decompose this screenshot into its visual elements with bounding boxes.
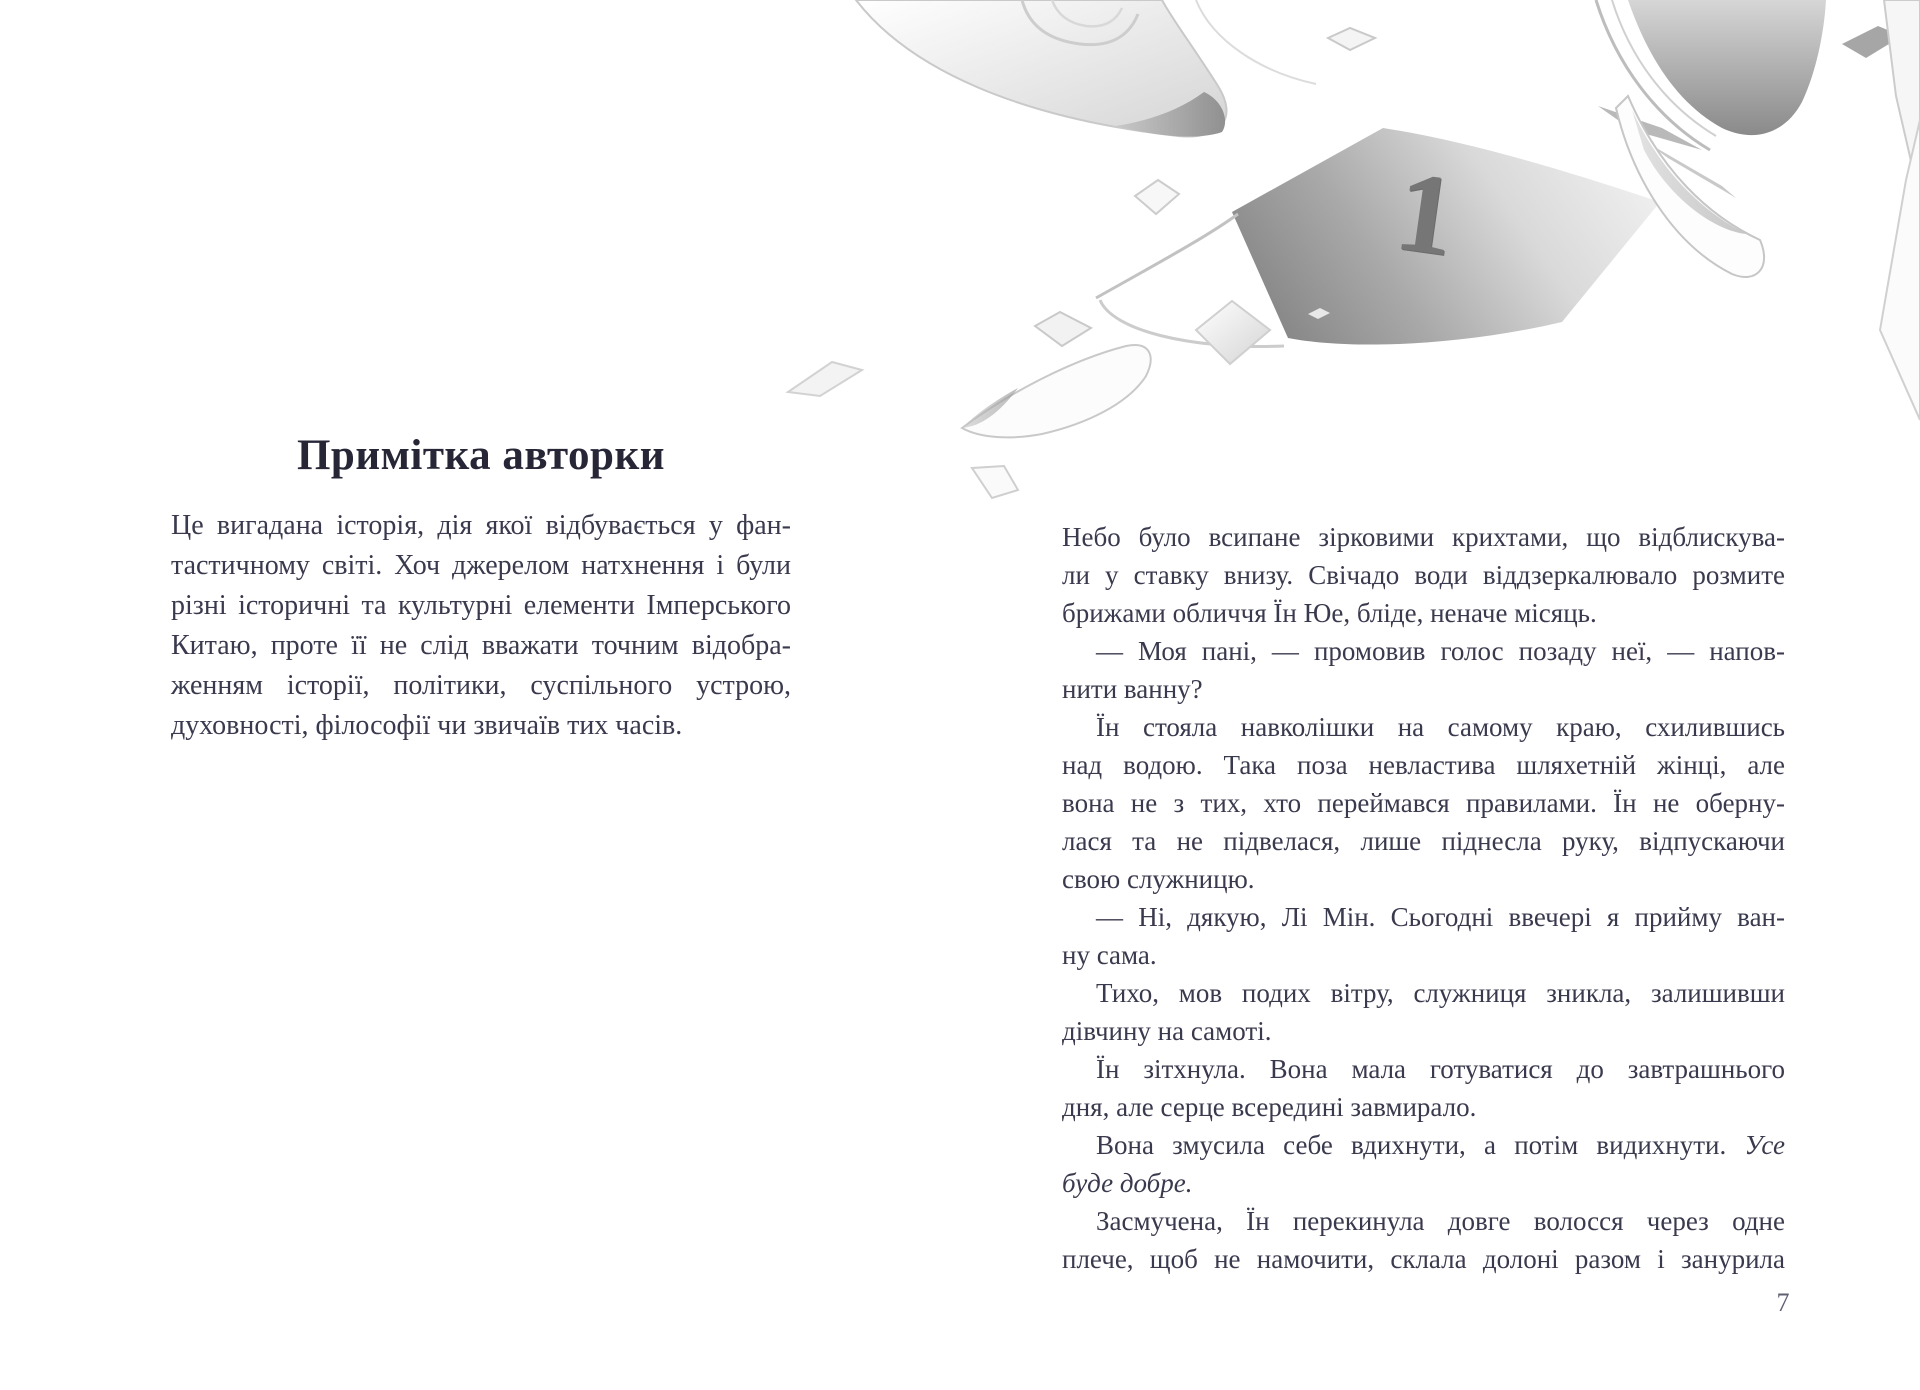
text-line: лася та не підвелася, лише піднесла руку, відпускаючи — [1062, 826, 1785, 856]
text-line: вона не з тих, хто переймався правилами. Їн не оберну- — [1062, 788, 1785, 818]
text-line: тастичному світі. Хоч джерелом натхнення і були — [171, 550, 791, 581]
shards-svg — [760, 0, 1920, 520]
page-number: 7 — [1776, 1288, 1790, 1317]
text-line-italic: буде добре. — [1062, 1168, 1193, 1198]
text-line: нити ванну? — [1062, 674, 1203, 704]
text-run-italic: Усе — [1744, 1130, 1785, 1160]
text-line: — Моя пані, — промовив голос позаду неї, — напов- — [1096, 636, 1785, 666]
text-line: Це вигадана історія, дія якої відбувається у фан- — [171, 510, 791, 541]
text-line: ну сама. — [1062, 940, 1157, 970]
text-line: Їн зітхнула. Вона мала готуватися до завтрашнього — [1096, 1054, 1785, 1084]
chapter-number: 1 — [1388, 146, 1464, 281]
text-line: ли у ставку внизу. Свічадо води віддзеркалювало розмите — [1062, 560, 1785, 590]
text-run: Вона змусила себе вдихнути, а потім видихнути. — [1096, 1130, 1727, 1160]
text-line: женням історії, політики, суспільного устрою, — [171, 670, 791, 701]
chapter-text — [1062, 518, 1785, 1278]
text-line: Тихо, мов подих вітру, служниця зникла, залишивши — [1096, 978, 1785, 1008]
text-line: — Ні, дякую, Лі Мін. Сьогодні ввечері я прийму ван- — [1096, 902, 1785, 932]
text-line: брижами обличчя Їн Юе, бліде, неначе місяць. — [1062, 598, 1597, 628]
author-note-heading: Примітка авторки — [296, 432, 666, 479]
text-line: свою служницю. — [1062, 864, 1255, 894]
text-line: Небо було всипане зірковими крихтами, що відблискува- — [1062, 522, 1785, 552]
text-line: дівчину на самоті. — [1062, 1016, 1272, 1046]
text-line — [1062, 1126, 1785, 1164]
text-line: різні історичні та культурні елементи Імперського — [171, 590, 791, 621]
text-line: Засмучена, Їн перекинула довге волосся через одне — [1096, 1206, 1785, 1236]
text-line: над водою. Така поза невластива шляхетній жінці, але — [1062, 750, 1785, 780]
text-line: Китаю, проте її не слід вважати точним відобра- — [171, 630, 791, 661]
text-line: духовності, філософії чи звичаїв тих часів. — [171, 710, 683, 741]
shattered-mirror-illustration — [760, 0, 1920, 520]
text-line: Їн стояла навколішки на самому краю, схилившись — [1096, 712, 1785, 742]
author-note-paragraph — [171, 506, 791, 746]
text-line: дня, але серце всередині завмирало. — [1062, 1092, 1477, 1122]
text-line: плече, щоб не намочити, склала долоні разом і занурила — [1062, 1244, 1785, 1274]
